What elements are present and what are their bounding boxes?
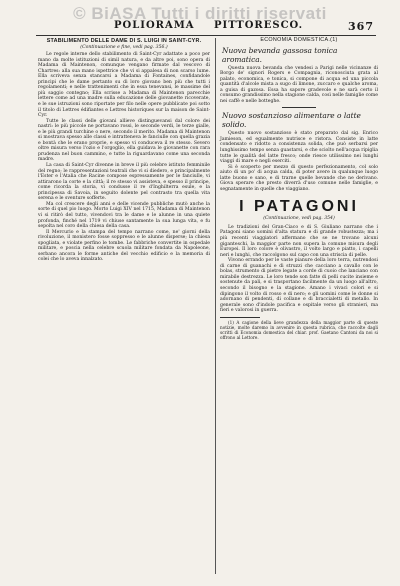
- paragraph: Questa nuova bevanda che vendesi a Parigi nelle vicinanze di Borgo de' signori Rogers e Compagnia, riconosciuta grata al palato, economica, e tonica, si compone di acqua ed una piccola quantità d'alcole mista a sugo di limone, zuccaro e qualche aroma, a guisa di gazosa. Essa ha sapore gradevole e ne sarà certo il consumo grandissimo nella stagione calda, così nelle famiglie come nei caffè e nelle botteghe.: [220, 65, 378, 104]
- patagoni-subtitle: (Continuazione, vedi pag. 354): [263, 216, 335, 222]
- copyright-watermark: © BiASA Tutti i diritti riservati: [73, 4, 327, 23]
- paragraph: Il Mercurio e la stampa del tempo narrano come, ne' giorni della rivoluzione, il monistero fosse soppresso e le alunne disperse; la chiesa spogliata, e violate perfino le tombe. Le fabbriche convertite in ospedale militare, e poscia nella celebre scuola militare fondata da Napoleone, serbano ancora le forme antiche del vecchio edificio e la memoria di colei che lo aveva innalzato.: [38, 229, 210, 263]
- article-title: Nuova bevanda gassosa tonica aromatica.: [222, 45, 338, 64]
- page-number: 367: [348, 20, 374, 33]
- article-title: Nuovo sostanzioso alimentare o latte solido.: [222, 111, 361, 130]
- paragraph: Si è scoperto per mezzo di questo perfezionamento, col solo aiuto di un po' di acqua calda, di poter avere in qualunque luogo latte buono e sano, e di trarne quelle bevande che ne derivano. Giova sperare che presto diverrà d'uso comune nelle famiglie, e segnatamente in quelle che viaggiano.: [220, 164, 378, 192]
- section-title: ECONOMIA DOMESTICA.(1): [260, 37, 338, 43]
- article-subheading: (Continuazione e fine, vedi pag. 356.): [80, 44, 168, 50]
- paragraph: Ma col crescere degli anni e delle vicende pubbliche mutò anche la sorte di quel pio luogo. Morto Luigi XIV nel 1715, Madama di Maintenon vi si ritirò del tutto, vivendovi tra le dame e le alunne in una quiete profonda, finché nel 1719 vi chiuse santamente la sua lunga vita, e fu sepolta nel coro della chiesa della casa.: [38, 201, 210, 230]
- journal-subtitle: PITTORESCO.: [214, 20, 304, 31]
- section-divider: [282, 107, 316, 108]
- journal-title: POLIORAMA: [114, 20, 195, 31]
- left-column: [38, 38, 210, 263]
- right-column: [220, 38, 378, 340]
- article-heading: STABILIMENTO DELLE DAME DI S. LUIGI IN SAINT-CYR.: [46, 38, 202, 44]
- paragraph: Le regole interne dello stabilimento di Saint-Cyr adattate a poco per mano da molte istituzioni di simil natura, e da altre poi, sono opera di Madama di Maintenon, comunque vengano firmate dal vescovo di Chartres: alla sua mano ispettrice che vi si appalesa di non scarso lume. Ella scriveva senza stancarsi a Madama di Fontaines, confidandole principi che le dame pertanto su di loro giovano ben più che tutti i regolamenti; e nelle trattenimenti che in essa tenevansi, le massime del più saggio contegno; Ella scrisse a Madama di Maintenon parecchie lettere come ad una madre sulla educazione delle giovanette ricoverate, e le sue istruzioni sono riportate per filo nelle opere pubblicate poi sotto il titolo di Lettres édifiantes e Lettres historiques sur la maison de Saint-Cyr.: [38, 52, 210, 119]
- paragraph: Vivono errando per le vaste pianure della loro terra, nutrendosi di carne di guanachi e di struzzi che cacciano a cavallo con le bolas, strumento di pietre legate a corde di cuoio che lanciano con mirabile destrezza. Le loro tende son fatte di pelli cucite insieme e sostenute da pali, e si trasportano facilmente da un luogo all'altro, secondo il bisogno e la stagione. Amano i vivaci colori e si dipingono il volto di rosso e di nero; e gli uomini come le donne si adornano di pendenti, di collane e di braccialetti di metallo. In generale sono d'indole pacifica e ospitale verso gli stranieri, ma fieri e valorosi in guerra.: [220, 258, 378, 314]
- footnote-rule: [220, 317, 260, 318]
- paragraph: La casa di Saint-Cyr divenne in breve il più celebre istituto femminile del regno; le rappresentazioni teatrali che vi si diedero, e principalmente l'Ester e l'Atalia che Racine compose espressamente per le fanciulle, vi attirarono la corte e la città; il re stesso vi assisteva, e spesso il principe, come ricorda la storia, vi condusse il re d'Inghilterra esule, e la principessa di Savoia, in seguito dolente pel contrasto tra quella vita serena e le sventure sofferte.: [38, 163, 210, 202]
- paragraph: Questo nuovo sostanzioso è stato preparato dal sig. Enrico Jamieson, ed egualmente nutrisce e ristora. Consiste in latte condensato e ridotto a consistenza solida, che può serbarsi per lunghissimo tempo senza guastarsi, e che sciolto nell'acqua ripiglia tutte le qualità del latte fresco; onde riesce utilissimo nei lunghi viaggi di mare e negli eserciti.: [220, 131, 378, 165]
- paragraph: Le tradizioni del Gran-Ciaco e di S. Giuliano narrano che i Patagoni siano uomini d'alta statura e di grande robustezza; ma i più recenti viaggiatori affermano che se ne trovano alcuni giganteschi, la maggior parte non supera la comune misura degli Europei. Il loro colore è olivastro, il volto largo e piatto, i capelli neri e lunghi, che raccolgono sul capo con una striscia di pelle.: [220, 224, 378, 258]
- column-divider: [215, 38, 216, 574]
- header-rule: [36, 35, 376, 36]
- footnote: (1) A cagione della lieve grandezza della maggior parte di queste notizie, molte daremo in avvenire in questa rubrica, che raccolte dagli scritti di Economia domestica del chiar. prof. Gaetano Cantoni da noi si offrono al Lettore.: [220, 319, 378, 340]
- paragraph: Tutte le classi delle giovani allieve distinguevansi dal colore dei nastri: le più piccole ne portavano rossi, le seconde verdi, le terze gialle, e le più grandi turchine o nere, secondo il merito. Madama di Maintenon si mostrava spesso alle classi e intratteneva le fanciulle con quella grazia e bontà che le erano proprie, e spesso vi conduceva il re stesso. Severo oltre misura verso l'ozio e l'orgoglio, ella guidava le giovanette con rara prudenza nel buon cammino, e tutte la riguardavano come una seconda madre.: [38, 118, 210, 163]
- patagoni-title: I PATAGONI: [239, 198, 359, 216]
